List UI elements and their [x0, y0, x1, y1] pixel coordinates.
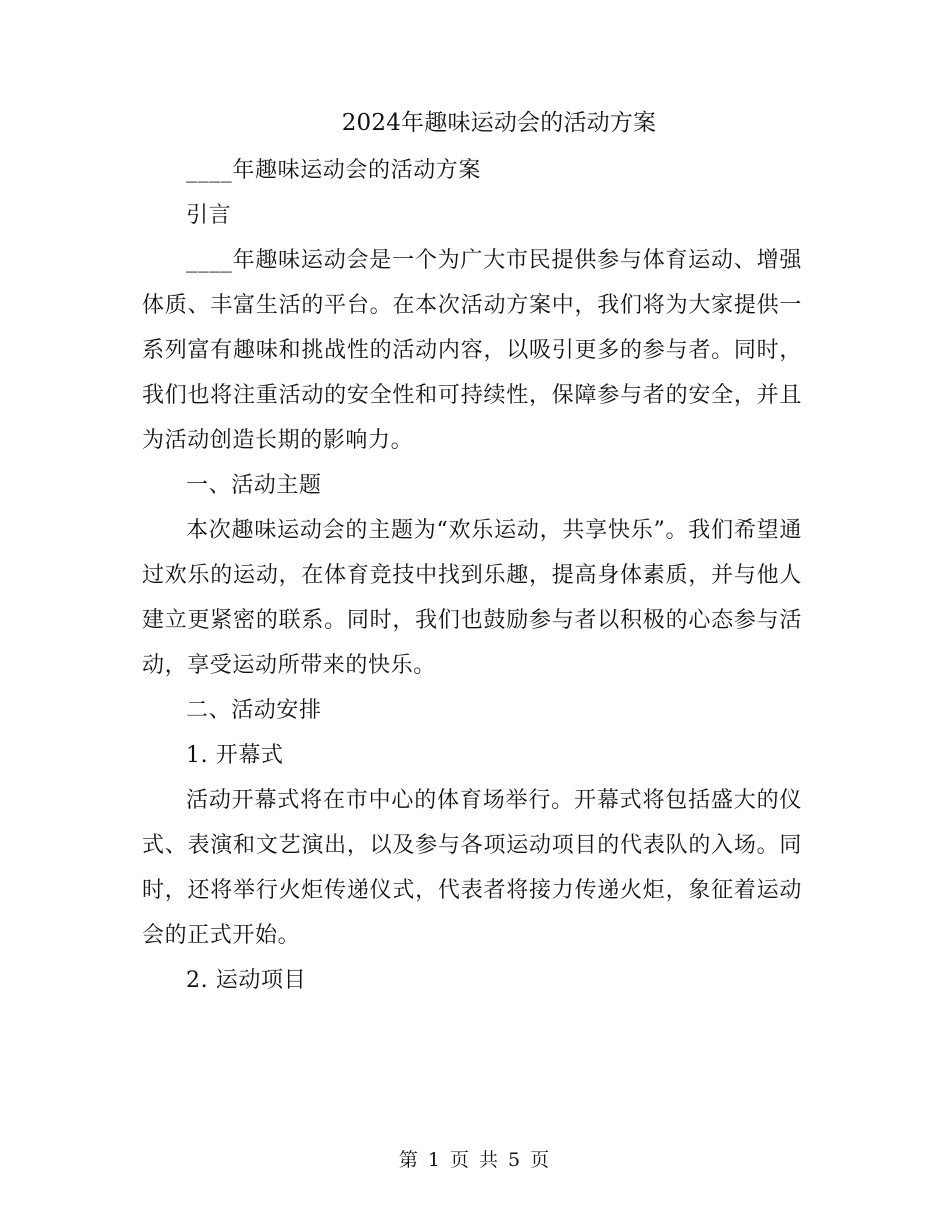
heading-introduction: 引言 — [186, 203, 232, 228]
introduction-paragraph: ____年趣味运动会是一个为广大市民提供参与体育运动、增强体质、丰富生活的平台。在本次活动方案中，我们将为大家提供一系列富有趣味和挑战性的活动内容，以吸引更多的参与者。同时，我们也将注重活动的安全性和可持续性，保障参与者的安全，并且为活动创造长期的影响力。 — [142, 248, 802, 453]
page-number-footer: 第 1 页 共 5 页 — [398, 1149, 552, 1171]
heading-section-2: 二、活动安排 — [186, 698, 322, 723]
subtitle-paragraph: ____年趣味运动会的活动方案 — [186, 158, 482, 183]
heading-section-1: 一、活动主题 — [186, 473, 322, 498]
document-body — [142, 148, 802, 1003]
subheading-sports-events: 2. 运动项目 — [186, 968, 307, 993]
opening-ceremony-paragraph: 活动开幕式将在市中心的体育场举行。开幕式将包括盛大的仪式、表演和文艺演出，以及参与各项运动项目的代表队的入场。同时，还将举行火炬传递仪式，代表者将接力传递火炬，象征着运动会的正式开始。 — [142, 788, 802, 948]
subheading-opening-ceremony: 1. 开幕式 — [186, 743, 284, 768]
theme-paragraph: 本次趣味运动会的主题为“欢乐运动，共享快乐”。我们希望通过欢乐的运动，在体育竞技中找到乐趣，提高身体素质，并与他人建立更紧密的联系。同时，我们也鼓励参与者以积极的心态参与活动，享受运动所带来的快乐。 — [142, 518, 802, 678]
document-title: 2024年趣味运动会的活动方案 — [341, 110, 657, 136]
